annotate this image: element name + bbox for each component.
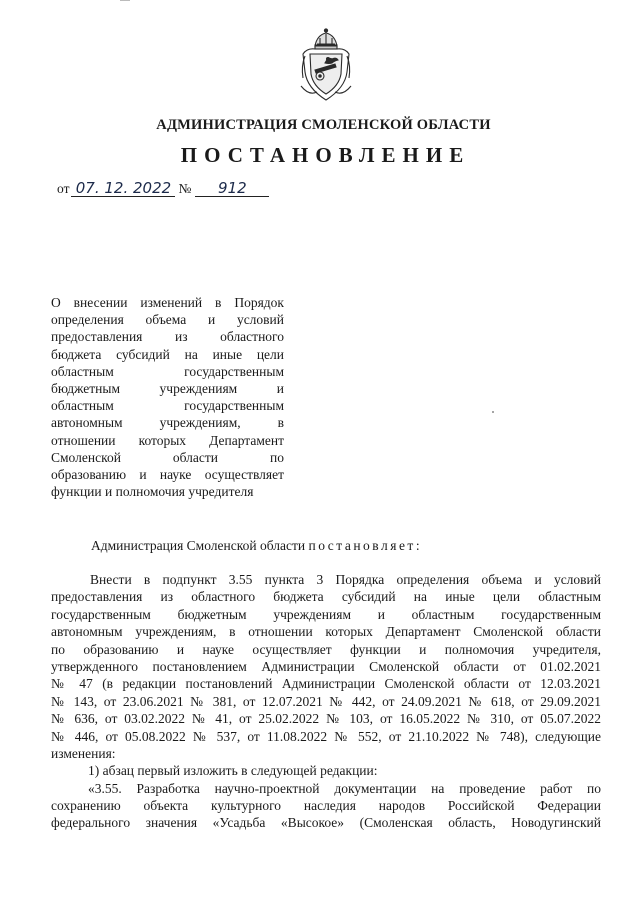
document-meta [57, 180, 269, 197]
document-body [51, 571, 601, 832]
resolution-intro [91, 538, 422, 554]
scan-speck [492, 411, 494, 413]
subject-line: функции и полномочия учредителя [51, 484, 254, 500]
body-line: Внести в подпункт 3.55 пункта 3 Порядка определения объема и условий [90, 572, 601, 587]
body-line: предоставления из областного бюджета субсидий на иные цели областным [51, 589, 601, 605]
subject-line: О внесении изменений в Порядок [51, 295, 284, 310]
handwritten-number: 912 [195, 180, 269, 197]
intro-text: Администрация Смоленской области [91, 538, 306, 553]
body-line: изменения: [51, 745, 116, 761]
subject-line: определения объема и условий [51, 312, 284, 328]
subject-line: бюджета субсидий на иные цели [51, 346, 284, 362]
subject-line: Смоленской области по [51, 449, 284, 465]
scan-edge-mark [120, 0, 130, 1]
subject-line: образованию и науке осуществляет [51, 466, 284, 482]
body-line: утвержденного постановлением Администрации Смоленской области от 01.02.2021 [51, 658, 601, 674]
body-line: автономным учреждениям, в отношении которых Департамент Смоленской области [51, 624, 601, 640]
smolensk-coat-of-arms-icon [295, 26, 357, 106]
body-line: по образованию и науке осуществляет функции и полномочия учредителя, [51, 641, 601, 657]
body-line: государственным бюджетным учреждениям и областным государственным [51, 606, 601, 622]
document-subject [51, 294, 284, 500]
body-line: № 47 (в редакции постановлений Администрации Смоленской области от 12.03.2021 [51, 676, 601, 692]
body-line: 1) абзац первый изложить в следующей редакции: [88, 763, 378, 779]
subject-line: отношении которых Департамент [51, 432, 284, 448]
document-type-title: ПОСТАНОВЛЕНИЕ [180, 143, 471, 167]
organization-title: АДМИНИСТРАЦИЯ СМОЛЕНСКОЙ ОБЛАСТИ [156, 117, 491, 133]
intro-action: постановляет: [308, 538, 423, 553]
handwritten-date: 07. 12. 2022 [71, 180, 175, 197]
body-line: «3.55. Разработка научно-проектной документации на проведение работ по [88, 780, 601, 796]
subject-line: областным государственным [51, 363, 284, 379]
body-line: № 636, от 03.02.2022 № 41, от 25.02.2022 № 103, от 16.05.2022 № 310, от 05.07.2022 [51, 711, 601, 727]
body-line: № 143, от 23.06.2021 № 381, от 12.07.2021 № 442, от 24.09.2021 № 618, от 29.09.2021 [51, 693, 601, 709]
date-prefix: от [57, 181, 70, 196]
body-line: федерального значения «Усадьба «Высокое» (Смоленская область, Новодугинский [51, 815, 601, 831]
subject-line: предоставления из областного [51, 329, 284, 345]
subject-line: областным государственным [51, 398, 284, 414]
body-line: № 446, от 05.08.2022 № 537, от 11.08.2022 № 552, от 21.10.2022 № 748), следующие [51, 728, 601, 744]
subject-line: бюджетным учреждениям и [51, 380, 284, 396]
number-prefix: № [178, 181, 192, 196]
subject-line: автономным учреждениям, в [51, 415, 284, 431]
body-line: сохранению объекта культурного наследия народов Российской Федерации [51, 798, 601, 814]
